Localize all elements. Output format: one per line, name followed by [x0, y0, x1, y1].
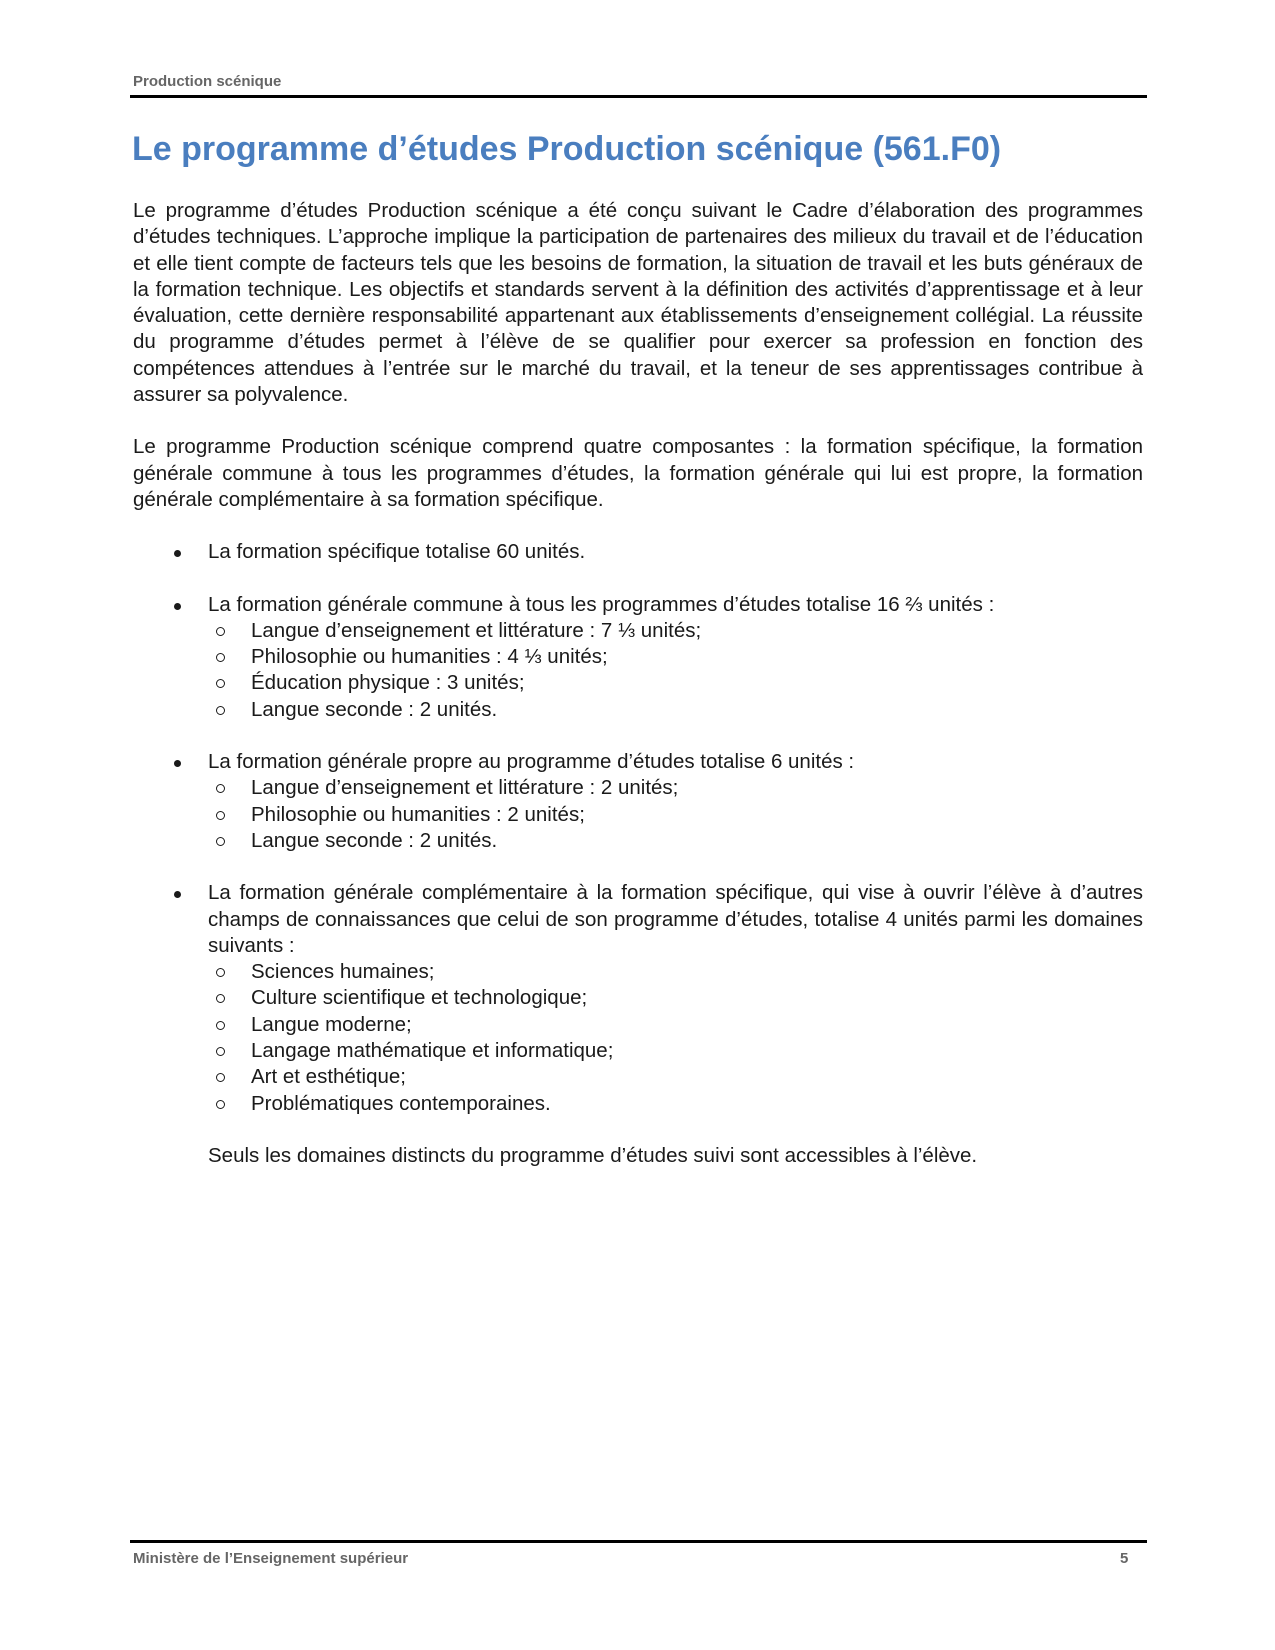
sub-list-item-text: Langue seconde : 2 unités. — [251, 828, 498, 852]
sub-list-item-text: Langue seconde : 2 unités. — [251, 697, 498, 721]
page-number: 5 — [1120, 1550, 1129, 1567]
list-item-complementary — [133, 880, 1143, 1169]
sub-list-item-text: Culture scientifique et technologique; — [251, 986, 588, 1010]
components-list — [133, 539, 1143, 1169]
sub-list-item — [208, 985, 1143, 1011]
running-header: Production scénique — [133, 73, 282, 90]
sub-list-item — [208, 959, 1143, 985]
sub-list-item — [208, 828, 1143, 854]
bullet-icon — [174, 891, 181, 898]
sub-list-item — [208, 775, 1143, 801]
sub-list-item — [208, 644, 1143, 670]
sub-list-item — [208, 1038, 1143, 1064]
sub-list-item-text: Langue d’enseignement et littérature : 7 ⅓ unités; — [251, 618, 702, 642]
list-item-own — [133, 749, 1143, 854]
footer-rule — [130, 1540, 1147, 1543]
circle-bullet-icon — [216, 653, 225, 662]
circle-bullet-icon — [216, 1021, 225, 1030]
list-item-text: La formation générale complémentaire à la formation spécifique, qui vise à ouvrir l’élève à d’autres champs de connaissances que celui de son programme d’études, totalise 4 unités parmi les domaines suivants : — [208, 881, 1143, 957]
circle-bullet-icon — [216, 837, 225, 846]
sub-list-item-text: Langage mathématique et informatique; — [251, 1039, 614, 1063]
domains-note: Seuls les domaines distincts du programme d’études suivi sont accessibles à l’élève. — [208, 1143, 978, 1167]
sub-list-item-text: Langue moderne; — [251, 1012, 412, 1036]
bullet-icon — [174, 760, 181, 767]
sub-list-item — [208, 1012, 1143, 1038]
sub-list-item-text: Philosophie ou humanities : 4 ⅓ unités; — [251, 645, 608, 669]
list-item-text: La formation spécifique totalise 60 unités. — [208, 540, 586, 564]
sub-list-item — [208, 618, 1143, 644]
sub-list-item — [208, 802, 1143, 828]
circle-bullet-icon — [216, 968, 225, 977]
circle-bullet-icon — [216, 811, 225, 820]
sub-list-item-text: Sciences humaines; — [251, 960, 435, 984]
sub-list — [208, 959, 1143, 1117]
sub-list-item — [208, 1064, 1143, 1090]
sub-list-item — [208, 697, 1143, 723]
list-item-specific — [133, 539, 1143, 565]
header-rule — [130, 95, 1147, 98]
list-item-text: La formation générale commune à tous les programmes d’études totalise 16 ⅔ unités : — [208, 592, 995, 616]
list-item-common — [133, 592, 1143, 723]
circle-bullet-icon — [216, 679, 225, 688]
sub-list-item-text: Philosophie ou humanities : 2 unités; — [251, 802, 585, 826]
page-title: Le programme d’études Production scénique (561.F0) — [132, 130, 1002, 168]
sub-list — [208, 618, 1143, 723]
bullet-icon — [174, 550, 181, 557]
sub-list-item — [208, 1091, 1143, 1117]
sub-list — [208, 775, 1143, 854]
circle-bullet-icon — [216, 994, 225, 1003]
list-item-text: La formation générale propre au programme d’études totalise 6 unités : — [208, 750, 855, 774]
circle-bullet-icon — [216, 706, 225, 715]
circle-bullet-icon — [216, 784, 225, 793]
circle-bullet-icon — [216, 627, 225, 636]
circle-bullet-icon — [216, 1047, 225, 1056]
sub-list-item-text: Art et esthétique; — [251, 1065, 406, 1089]
circle-bullet-icon — [216, 1073, 225, 1082]
sub-list-item — [208, 670, 1143, 696]
intro-paragraph: Le programme d’études Production scénique a été conçu suivant le Cadre d’élaboration des programmes d’études techniques. L’approche implique la participation de partenaires des milieux du travail et de l’éducation et elle tient compte de facteurs tels que les besoins de formation, la situation de travail et les buts généraux de la formation technique. Les objectifs et standards servent à la définition des activités d’apprentissage et à leur évaluation, cette dernière responsabilité appartenant aux établissements d’enseignement collégial. La réussite du programme d’études permet à l’élève de se qualifier pour exercer sa profession en fonction des compétences attendues à l’entrée sur le marché du travail, et la teneur de ses apprentissages contribue à assurer sa polyvalence. — [133, 199, 1143, 407]
components-paragraph: Le programme Production scénique comprend quatre composantes : la formation spécifique, la formation générale commune à tous les programmes d’études, la formation générale qui lui est propre, la formation générale complémentaire à sa formation spécifique. — [133, 435, 1143, 511]
footer-ministry: Ministère de l’Enseignement supérieur — [133, 1550, 409, 1567]
sub-list-item-text: Éducation physique : 3 unités; — [251, 671, 525, 695]
sub-list-item-text: Problématiques contemporaines. — [251, 1091, 551, 1115]
circle-bullet-icon — [216, 1100, 225, 1109]
body-content — [133, 198, 1143, 1195]
bullet-icon — [174, 603, 181, 610]
sub-list-item-text: Langue d’enseignement et littérature : 2 unités; — [251, 776, 679, 800]
